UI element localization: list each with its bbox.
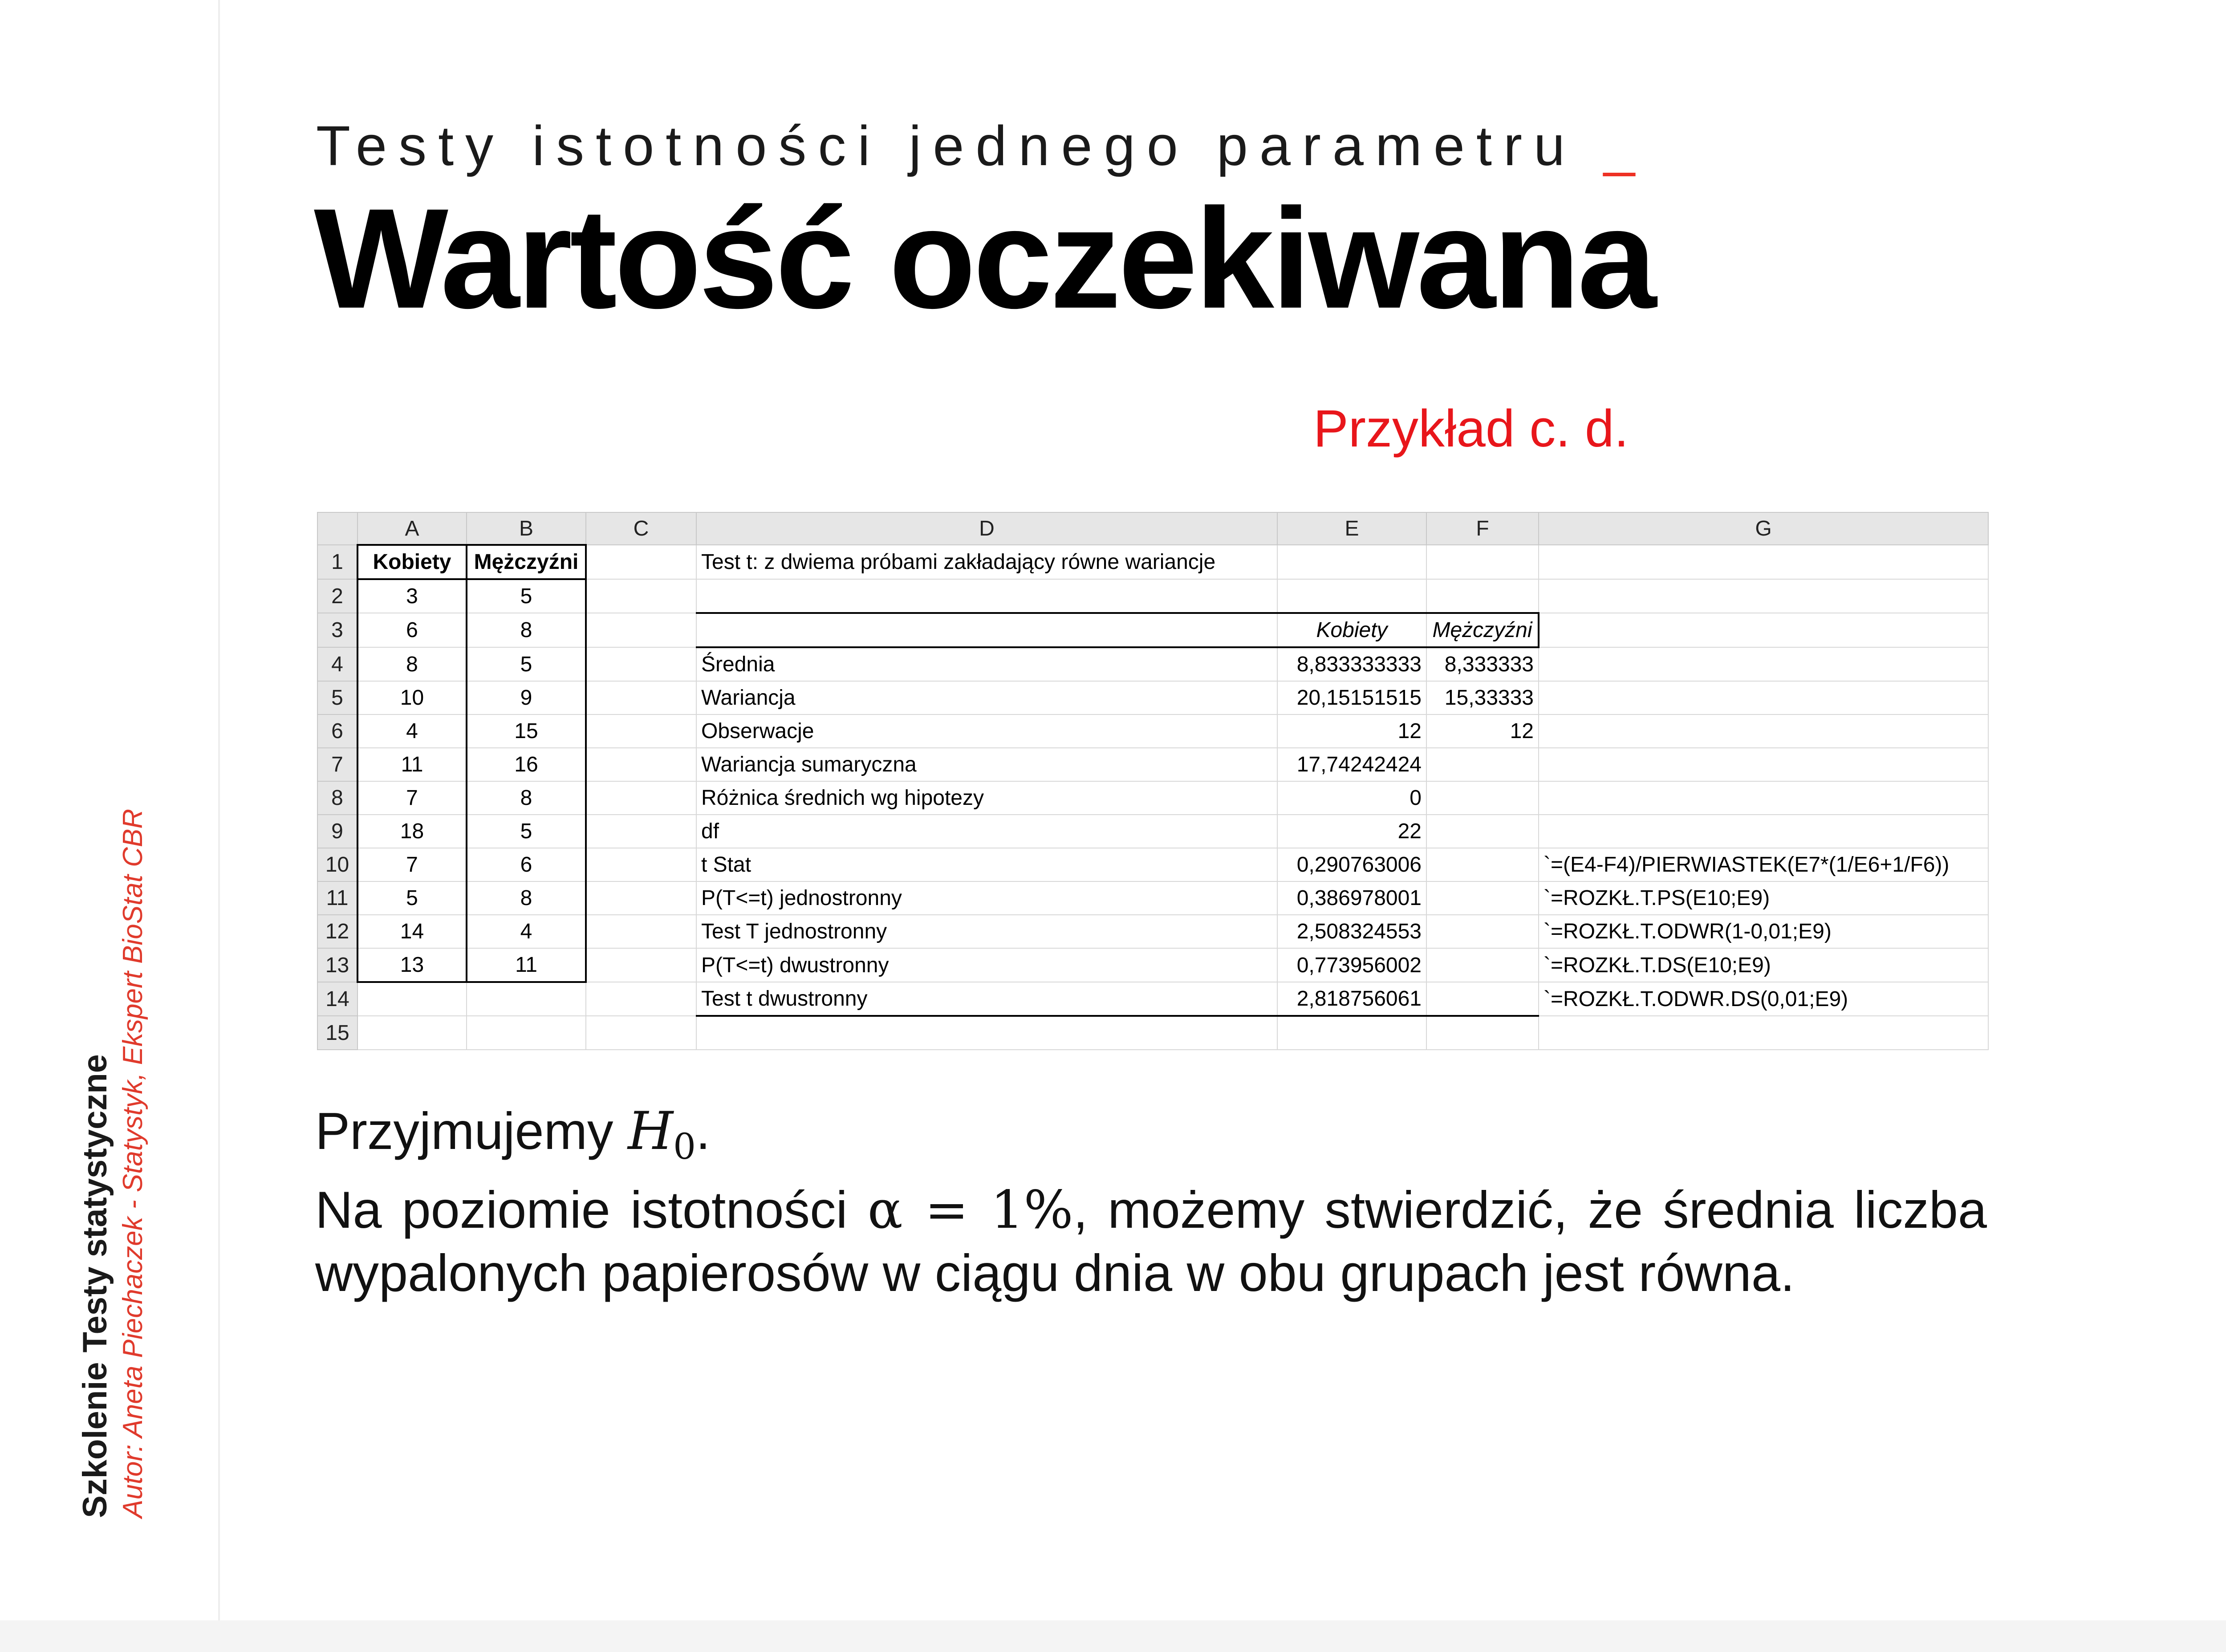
- sheet-row: [317, 681, 1988, 714]
- cell-f14[interactable]: [1426, 982, 1539, 1016]
- cell-d11[interactable]: P(T<=t) jednostronny: [696, 881, 1277, 915]
- cell-e8[interactable]: 0: [1277, 781, 1426, 815]
- cell-f1[interactable]: [1426, 545, 1539, 579]
- section-subtitle: [316, 114, 1646, 178]
- cell-f11[interactable]: [1426, 881, 1539, 915]
- sheet-row: [317, 647, 1988, 681]
- cell-f8[interactable]: [1426, 781, 1539, 815]
- cell-b10[interactable]: 6: [467, 848, 586, 881]
- row-header[interactable]: 2: [317, 579, 357, 613]
- cell-b8[interactable]: 8: [467, 781, 586, 815]
- cell-d15[interactable]: [696, 1016, 1277, 1050]
- column-header-d[interactable]: D: [696, 512, 1277, 545]
- cell-b1[interactable]: Mężczyźni: [467, 545, 586, 579]
- cell-e15[interactable]: [1277, 1016, 1426, 1050]
- cell-f6[interactable]: 12: [1426, 714, 1539, 748]
- row-header[interactable]: 12: [317, 915, 357, 948]
- cell-g11[interactable]: `=ROZKŁ.T.PS(E10;E9): [1539, 881, 1988, 915]
- row-header[interactable]: 13: [317, 948, 357, 982]
- column-header-f[interactable]: F: [1426, 512, 1539, 545]
- sheet-row: [317, 545, 1988, 579]
- subtitle-cursor: _: [1604, 114, 1647, 177]
- cell-a3[interactable]: 6: [357, 613, 467, 647]
- spreadsheet: [317, 512, 1989, 1050]
- conclusion-line-2: Na poziomie istotności α = 1%, możemy stwierdzić, że średnia liczba: [315, 1179, 1987, 1240]
- cell-f10[interactable]: [1426, 848, 1539, 881]
- column-header-row: [317, 512, 1988, 545]
- cell-d3[interactable]: [696, 613, 1277, 647]
- cell-e7[interactable]: 17,74242424: [1277, 748, 1426, 781]
- row-header[interactable]: 7: [317, 748, 357, 781]
- cell-f9[interactable]: [1426, 815, 1539, 848]
- cell-f15[interactable]: [1426, 1016, 1539, 1050]
- cell-a8[interactable]: 7: [357, 781, 467, 815]
- cell-e14[interactable]: 2,818756061: [1277, 982, 1426, 1016]
- cell-c13[interactable]: [586, 948, 696, 982]
- cell-b3[interactable]: 8: [467, 613, 586, 647]
- cell-f5[interactable]: 15,33333: [1426, 681, 1539, 714]
- sheet-row: [317, 815, 1988, 848]
- left-separator: [218, 0, 220, 1620]
- cell-b5[interactable]: 9: [467, 681, 586, 714]
- cell-d13[interactable]: P(T<=t) dwustronny: [696, 948, 1277, 982]
- author-line: Autor: Aneta Piechaczek - Statystyk, Ekspert BioStat CBR: [118, 808, 149, 1518]
- cell-c14[interactable]: [586, 982, 696, 1016]
- cell-d6[interactable]: Obserwacje: [696, 714, 1277, 748]
- column-header-b[interactable]: B: [467, 512, 586, 545]
- sheet-row: [317, 579, 1988, 613]
- course-title: Szkolenie Testy statystyczne: [76, 1054, 114, 1518]
- conclusion-line-3: wypalonych papierosów w ciągu dnia w obu grupach jest równa.: [315, 1244, 1795, 1302]
- cell-g15[interactable]: [1539, 1016, 1988, 1050]
- cell-b13[interactable]: 11: [467, 948, 586, 982]
- cell-b4[interactable]: 5: [467, 647, 586, 681]
- cell-c11[interactable]: [586, 881, 696, 915]
- row-header[interactable]: 11: [317, 881, 357, 915]
- row-header[interactable]: 15: [317, 1016, 357, 1050]
- sheet-row: [317, 848, 1988, 881]
- cell-e2[interactable]: [1277, 579, 1426, 613]
- cell-g3[interactable]: [1539, 613, 1988, 647]
- cell-g8[interactable]: [1539, 781, 1988, 815]
- cell-e4[interactable]: 8,833333333: [1277, 647, 1426, 681]
- cell-f13[interactable]: [1426, 948, 1539, 982]
- cell-d10[interactable]: t Stat: [696, 848, 1277, 881]
- cell-b15[interactable]: [467, 1016, 586, 1050]
- cell-c4[interactable]: [586, 647, 696, 681]
- cell-a7[interactable]: 11: [357, 748, 467, 781]
- cell-b12[interactable]: 4: [467, 915, 586, 948]
- subtitle-text: Testy istotności jednego parametru: [316, 114, 1577, 177]
- row-header[interactable]: 3: [317, 613, 357, 647]
- cell-g1[interactable]: [1539, 545, 1988, 579]
- row-header[interactable]: 5: [317, 681, 357, 714]
- cell-e13[interactable]: 0,773956002: [1277, 948, 1426, 982]
- cell-e12[interactable]: 2,508324553: [1277, 915, 1426, 948]
- sheet-row: [317, 748, 1988, 781]
- cell-b2[interactable]: 5: [467, 579, 586, 613]
- sheet-row: [317, 881, 1988, 915]
- cell-c3[interactable]: [586, 613, 696, 647]
- cell-c15[interactable]: [586, 1016, 696, 1050]
- cell-e1[interactable]: [1277, 545, 1426, 579]
- cell-a5[interactable]: 10: [357, 681, 467, 714]
- cell-f7[interactable]: [1426, 748, 1539, 781]
- bottom-strip: [0, 1620, 2226, 1652]
- cell-e6[interactable]: 12: [1277, 714, 1426, 748]
- sheet-row: [317, 948, 1988, 982]
- cell-g2[interactable]: [1539, 579, 1988, 613]
- row-header[interactable]: 6: [317, 714, 357, 748]
- cell-d14[interactable]: Test t dwustronny: [696, 982, 1277, 1016]
- cell-d12[interactable]: Test T jednostronny: [696, 915, 1277, 948]
- cell-g12[interactable]: `=ROZKŁ.T.ODWR(1-0,01;E9): [1539, 915, 1988, 948]
- cell-b14[interactable]: [467, 982, 586, 1016]
- cell-b7[interactable]: 16: [467, 748, 586, 781]
- cell-e3[interactable]: Kobiety: [1277, 613, 1426, 647]
- sheet-row: [317, 982, 1988, 1016]
- cell-d2[interactable]: [696, 579, 1277, 613]
- cell-a4[interactable]: 8: [357, 647, 467, 681]
- alpha-expression: α = 1%: [867, 1179, 1073, 1240]
- row-header[interactable]: 4: [317, 647, 357, 681]
- cell-c12[interactable]: [586, 915, 696, 948]
- cell-f3[interactable]: Mężczyźni: [1426, 613, 1539, 647]
- cell-b6[interactable]: 15: [467, 714, 586, 748]
- cell-e11[interactable]: 0,386978001: [1277, 881, 1426, 915]
- cell-a13[interactable]: 13: [357, 948, 467, 982]
- sheet-row: [317, 915, 1988, 948]
- page-title: Wartość oczekiwana: [314, 179, 1654, 338]
- row-header[interactable]: 8: [317, 781, 357, 815]
- cell-a15[interactable]: [357, 1016, 467, 1050]
- cell-a6[interactable]: 4: [357, 714, 467, 748]
- sheet-row: [317, 781, 1988, 815]
- cell-a14[interactable]: [357, 982, 467, 1016]
- cell-a9[interactable]: 18: [357, 815, 467, 848]
- cell-g14[interactable]: `=ROZKŁ.T.ODWR.DS(0,01;E9): [1539, 982, 1988, 1016]
- column-header-a[interactable]: A: [357, 512, 467, 545]
- column-header-e[interactable]: E: [1277, 512, 1426, 545]
- cell-d5[interactable]: Wariancja: [696, 681, 1277, 714]
- cell-e9[interactable]: 22: [1277, 815, 1426, 848]
- cell-d7[interactable]: Wariancja sumaryczna: [696, 748, 1277, 781]
- sheet-row: [317, 613, 1988, 647]
- cell-e5[interactable]: 20,15151515: [1277, 681, 1426, 714]
- select-all-corner[interactable]: [317, 512, 357, 545]
- example-label: Przykład c. d.: [1313, 399, 1629, 458]
- h0-symbol: $H_0$: [628, 1100, 696, 1167]
- cell-a10[interactable]: 7: [357, 848, 467, 881]
- cell-c10[interactable]: [586, 848, 696, 881]
- cell-d4[interactable]: Średnia: [696, 647, 1277, 681]
- cell-g6[interactable]: [1539, 714, 1988, 748]
- cell-d1[interactable]: Test t: z dwiema próbami zakładający równe wariancje: [696, 545, 1277, 579]
- cell-g13[interactable]: `=ROZKŁ.T.DS(E10;E9): [1539, 948, 1988, 982]
- cell-c1[interactable]: [586, 545, 696, 579]
- cell-f4[interactable]: 8,333333: [1426, 647, 1539, 681]
- row-header[interactable]: 10: [317, 848, 357, 881]
- cell-c9[interactable]: [586, 815, 696, 848]
- cell-f2[interactable]: [1426, 579, 1539, 613]
- cell-b11[interactable]: 8: [467, 881, 586, 915]
- sheet-row: [317, 714, 1988, 748]
- column-header-c[interactable]: C: [586, 512, 696, 545]
- cell-c5[interactable]: [586, 681, 696, 714]
- cell-g4[interactable]: [1539, 647, 1988, 681]
- cell-a12[interactable]: 14: [357, 915, 467, 948]
- cell-a1[interactable]: Kobiety: [357, 545, 467, 579]
- cell-g7[interactable]: [1539, 748, 1988, 781]
- cell-c7[interactable]: [586, 748, 696, 781]
- row-header[interactable]: 9: [317, 815, 357, 848]
- row-header[interactable]: 1: [317, 545, 357, 579]
- cell-c6[interactable]: [586, 714, 696, 748]
- cell-c2[interactable]: [586, 579, 696, 613]
- conclusion-line-1: Przyjmujemy $H_0$.: [315, 1100, 711, 1167]
- sheet-row: [317, 1016, 1988, 1050]
- cell-c8[interactable]: [586, 781, 696, 815]
- cell-g5[interactable]: [1539, 681, 1988, 714]
- row-header[interactable]: 14: [317, 982, 357, 1016]
- cell-a11[interactable]: 5: [357, 881, 467, 915]
- cell-g9[interactable]: [1539, 815, 1988, 848]
- cell-f12[interactable]: [1426, 915, 1539, 948]
- column-header-g[interactable]: G: [1539, 512, 1988, 545]
- cell-b9[interactable]: 5: [467, 815, 586, 848]
- conclusion-text: [315, 1100, 1987, 1305]
- sidebar-caption: [75, 809, 151, 1518]
- cell-d8[interactable]: Różnica średnich wg hipotezy: [696, 781, 1277, 815]
- cell-g10[interactable]: `=(E4-F4)/PIERWIASTEK(E7*(1/E6+1/F6)): [1539, 848, 1988, 881]
- cell-e10[interactable]: 0,290763006: [1277, 848, 1426, 881]
- cell-d9[interactable]: df: [696, 815, 1277, 848]
- cell-a2[interactable]: 3: [357, 579, 467, 613]
